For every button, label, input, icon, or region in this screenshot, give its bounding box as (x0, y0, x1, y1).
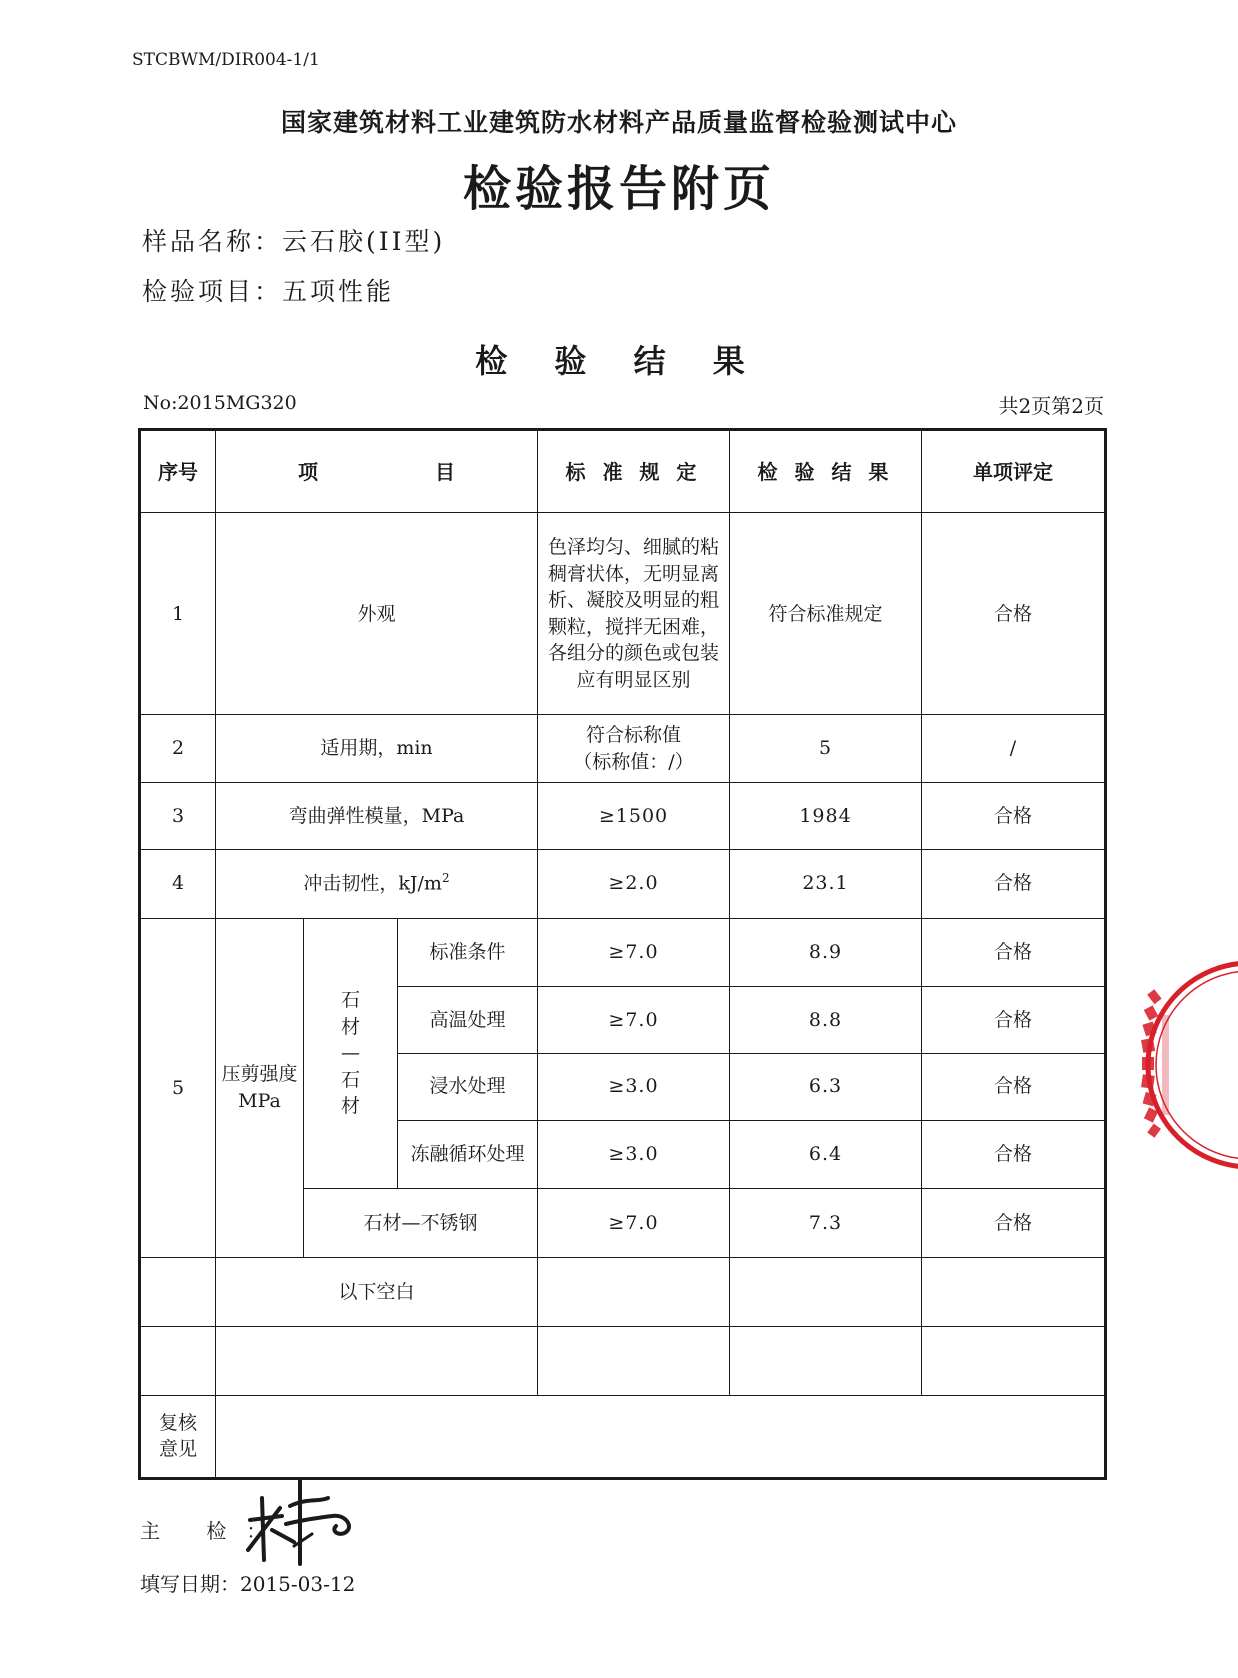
fill-date-value: 2015-03-12 (240, 1572, 356, 1596)
review-opinion (216, 1395, 1106, 1478)
row3-seq: 3 (140, 783, 216, 850)
row4-item (216, 849, 538, 918)
row4-item-text: 冲击韧性，kJ/m (303, 872, 442, 895)
shear-standard: ≥3.0 (538, 1053, 730, 1120)
row4-result: 23.1 (730, 849, 922, 918)
review-label-line1: 复核 (158, 1411, 197, 1434)
steel-standard: ≥7.0 (538, 1189, 730, 1258)
shear-result: 6.4 (730, 1120, 922, 1189)
row2-standard-line1: 符合标称值 (585, 724, 681, 747)
shear-standard: ≥7.0 (538, 987, 730, 1054)
header-judgement: 单项评定 (922, 430, 1106, 513)
shear-judgement: 合格 (922, 1120, 1106, 1189)
test-item-line (142, 272, 394, 308)
shear-judgement: 合格 (922, 987, 1106, 1054)
row1-seq: 1 (140, 513, 216, 715)
inspector-label: 主 检： (140, 1519, 287, 1543)
row2-seq: 2 (140, 715, 216, 783)
shear-result: 6.3 (730, 1053, 922, 1120)
blank-note: 以下空白 (216, 1258, 538, 1327)
row2-standard-line2: （标称值：/） (573, 750, 694, 773)
row1-item: 外观 (216, 513, 538, 715)
blank-cell (922, 1326, 1106, 1395)
shear-condition: 冻融循环处理 (398, 1120, 538, 1189)
shear-group-line2: MPa (238, 1089, 281, 1112)
shear-group-label (216, 918, 304, 1258)
sample-name-label: 样品名称： (142, 227, 283, 256)
blank-cell (216, 1326, 538, 1395)
row1-standard: 色泽均匀、细腻的粘稠膏状体，无明显离析、凝胶及明显的粗颗粒，搅拌无困难，各组分的颜色或包装应有明显区别 (538, 513, 730, 715)
official-seal-icon (1138, 955, 1238, 1175)
blank-seq (140, 1258, 216, 1327)
stone-stone-char: 石 (340, 988, 360, 1011)
report-number: No:2015MG320 (143, 392, 297, 414)
report-title: 检验报告附页 (462, 161, 775, 217)
blank-cell (140, 1326, 216, 1395)
test-item-value: 五项性能 (282, 277, 395, 306)
review-label-line2: 意见 (158, 1438, 197, 1461)
fill-date-label: 填写日期： (140, 1572, 240, 1596)
table-row (140, 849, 1106, 918)
table-row (140, 715, 1106, 783)
blank-cell (730, 1326, 922, 1395)
organization-name: 国家建筑材料工业建筑防水材料产品质量监督检验测试中心 (280, 108, 957, 137)
signature-icon (236, 1468, 366, 1568)
row2-item: 适用期，min (216, 715, 538, 783)
shear-standard: ≥7.0 (538, 918, 730, 987)
table-row (140, 783, 1106, 850)
header-seq: 序号 (140, 430, 216, 513)
table-row (140, 918, 1106, 987)
blank-cell (730, 1258, 922, 1327)
table-row (140, 1258, 1106, 1327)
stone-stone-char: — (341, 1042, 360, 1065)
row2-result: 5 (730, 715, 922, 783)
page-count: 共2页第2页 (998, 394, 1104, 418)
row3-judgement: 合格 (922, 783, 1106, 850)
row4-item-superscript: 2 (441, 871, 450, 886)
sample-name-value: 云石胶(II型) (282, 227, 446, 256)
blank-cell (538, 1326, 730, 1395)
stone-stone-label (304, 918, 398, 1189)
row3-standard: ≥1500 (538, 783, 730, 850)
sample-name-line (142, 222, 445, 258)
blank-cell (538, 1258, 730, 1327)
shear-result: 8.8 (730, 987, 922, 1054)
row1-judgement: 合格 (922, 513, 1106, 715)
stone-stone-char: 石 (340, 1068, 360, 1091)
table-row (140, 1326, 1106, 1395)
shear-judgement: 合格 (922, 918, 1106, 987)
row4-standard: ≥2.0 (538, 849, 730, 918)
row4-seq: 4 (140, 849, 216, 918)
steel-judgement: 合格 (922, 1189, 1106, 1258)
table-row (140, 513, 1106, 715)
row2-judgement: / (922, 715, 1106, 783)
stone-stone-char: 材 (340, 1015, 360, 1038)
row3-result: 1984 (730, 783, 922, 850)
stone-stone-char: 材 (340, 1095, 360, 1118)
document-code: STCBWM/DIR004-1/1 (132, 50, 320, 70)
shear-condition: 高温处理 (398, 987, 538, 1054)
shear-judgement: 合格 (922, 1053, 1106, 1120)
shear-condition: 浸水处理 (398, 1053, 538, 1120)
row3-item: 弯曲弹性模量，MPa (216, 783, 538, 850)
review-label (140, 1395, 216, 1478)
blank-cell (922, 1258, 1106, 1327)
steel-condition: 石材—不锈钢 (304, 1189, 538, 1258)
steel-result: 7.3 (730, 1189, 922, 1258)
shear-standard: ≥3.0 (538, 1120, 730, 1189)
row5-seq: 5 (140, 918, 216, 1258)
section-title: 检 验 结 果 (475, 342, 763, 380)
shear-result: 8.9 (730, 918, 922, 987)
header-standard: 标 准 规 定 (538, 430, 730, 513)
header-result: 检 验 结 果 (730, 430, 922, 513)
test-item-label: 检验项目： (142, 277, 283, 306)
row4-judgement: 合格 (922, 849, 1106, 918)
fill-date-line (140, 1568, 355, 1597)
shear-group-line1: 压剪强度 (221, 1063, 298, 1086)
row2-standard (538, 715, 730, 783)
results-table (138, 428, 1107, 1480)
header-item: 项 目 (216, 430, 538, 513)
table-header-row (140, 430, 1106, 513)
row1-result: 符合标准规定 (730, 513, 922, 715)
shear-condition: 标准条件 (398, 918, 538, 987)
review-row (140, 1395, 1106, 1478)
